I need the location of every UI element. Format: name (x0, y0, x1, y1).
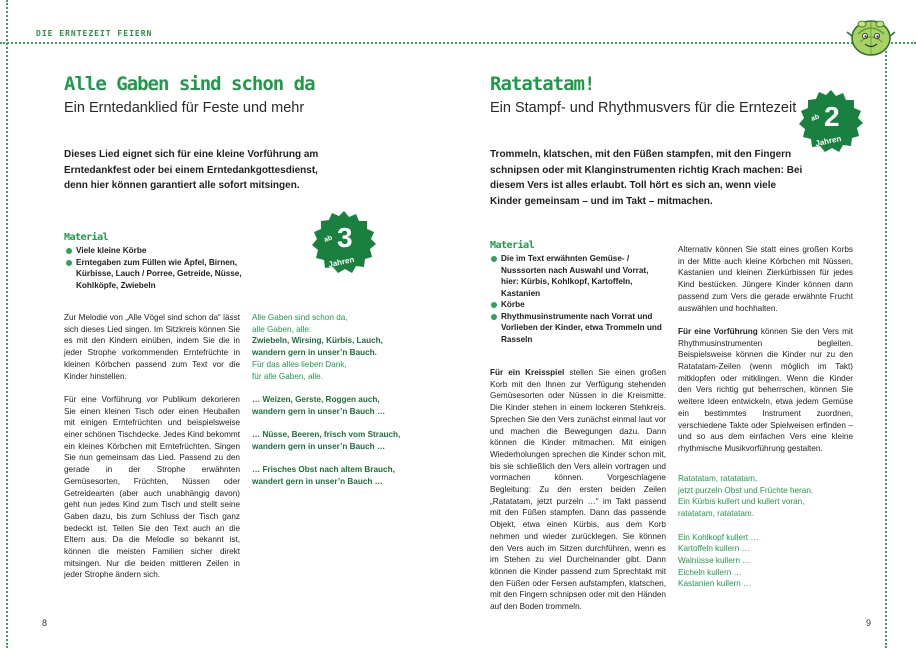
body-paragraph: stellen Sie einen großen Korb mit den Ihnen zur Verfügung stehenden Gemüsesorten oder Nüssen in die Kreismitte. Die Kinder stehen in einem lockeren Stehkreis. Sprechen Sie den Vers zunächst einmal laut vor und machen die Bewegungen dazu. Dann können die Kinder mitmachen. Mit einigen Wiederholungen sprechen die Kinder schon mit, bis sie schließlich den Vers allein vortragen und vormachen können. Vorgeschlagene Begleitung: Zu den ersten beiden Zeilen „Ratatatam, jetzt purzeln …“ im Takt passend mit den Füßen stampfen. Dann das passende Objekt, etwa einen Kürbis, aus dem Korb nehmen und wieder zurücklegen. Sie können den Vers auch im Sitzen durchführen, wenn es im Stehen zu viel Durcheinander gibt. Dann können die Kinder passend zum Sprechtakt mit den Füßen oder Fersen aufstampfen, klatschen, mit den Fingern schnipsen oder mit den Händen auf den Boden trommeln. (490, 368, 666, 612)
rhyme-line: Ein Kürbis kullert und kullert voran, (678, 497, 805, 507)
badge-number: 3 (337, 222, 353, 253)
right-lead-text: Trommeln, klatschen, mit den Füßen stampfen, mit den Fingern schnipsen oder mit Klanginstrumenten richtig Krach machen: Bei diesem Vers ist alles erlaubt. Toll hört es sich an, wenn viele Kinder gemeinsam – und im Takt – mitmachen. (490, 149, 803, 207)
body-paragraph: Alternativ können Sie statt eines großen Korbs in der Mitte auch kleine Körbchen mit Nüssen, Kastanien und kleinen Zierkürbissen für jedes Kind bestücken. Jüngere Kinder können dann passend zum Vers die gerade erwähnte Frucht auswählen und hochhalten. (678, 245, 853, 313)
lyric-refrain-line: wandern gern in unser’n Bauch … (252, 441, 386, 451)
rhyme-line: Walnüsse kullern … (678, 555, 751, 565)
lyric-line: Für das alles lieben Dank, (252, 359, 347, 369)
badge-unit: Jahren (327, 254, 356, 270)
lyric-line: für alle Gaben, alle. (252, 371, 324, 381)
right-body-col1 (490, 367, 666, 624)
rhyme-line: ratatatam, ratatatam. (678, 509, 754, 519)
age-badge-2-icon (798, 88, 864, 154)
lyric-refrain-line: Zwiebeln, Wirsing, Kürbis, Lauch, (252, 336, 383, 346)
left-page-number: 8 (42, 618, 48, 628)
lyric-refrain-line: wandern gern in unser’n Bauch. (252, 348, 377, 358)
badge-number: 2 (824, 101, 840, 132)
right-dotted-rule (885, 44, 887, 648)
left-dotted-rule (6, 0, 8, 648)
badge-prefix: ab (323, 234, 334, 244)
lyric-line: Alle Gaben sind schon da, (252, 313, 348, 322)
lyric-refrain-line: … Frisches Obst nach altem Brauch, (252, 465, 395, 475)
lyric-refrain-line: wandern gern in unser’n Bauch … (252, 406, 386, 416)
body-paragraph: können Sie den Vers mit Rhythmusinstrumenten begleiten. Beispielsweise können die Kinder nur zu den Ratatatam-Zeilen (wenn möglich im Takt) mitklopfen oder mitklingen. Wenn die Kinder den Vers richtig gut beherrschen, können Sie weitere Ideen entwickeln, etwa jedem Gemüse ein bestimmtes Instrument zuordnen, verschiedene Takte oder Spielweisen erfinden – und so aus dem einfachen Vers eine kleine rhythmische Musikvorführung gestalten. (678, 326, 853, 453)
body-paragraph: Für eine Vorführung vor Publikum dekorieren Sie einen kleinen Tisch oder einen Heuballen mit einigen Erntefrüchten und beispielsweise einer schönen Tischdecke. Jedes Kind bekommt ein kleines Körbchen mit Erntefrüchten. Singen Sie nun gemeinsam das Lied. Passend zu den gerade in der Strophe erwähnten Gemüsesorten, Früchten, Nüssen oder Getreidearten (aber auch unabhängig davon) geht nun jedes Kind zum Tisch und stellt seine Gaben dazu, bis zum Schluss der Tisch ganz bedeckt ist. Teilen Sie den Text auch an die Eltern aus. Da die Melodie so bekannt ist, können die meisten Familien sicher direkt mitsingen. Nur die beiden mittleren Zeilen in jeder Strophe ändern sich. (64, 394, 240, 580)
material-item: Viele kleine Körbe (66, 245, 248, 257)
body-bold-lead: Für eine Vorführung (678, 326, 758, 336)
right-material-heading: Material (490, 240, 535, 251)
right-body-col2 (678, 244, 853, 466)
left-material-heading: Material (64, 232, 109, 243)
rhyme-line: Kastanien kullern … (678, 579, 752, 589)
left-page-subtitle: Ein Erntedanklied für Feste und mehr (64, 100, 305, 116)
lyric-refrain-line: … Nüsse, Beeren, frisch vom Strauch, (252, 430, 401, 439)
material-item: Erntegaben zum Füllen wie Äpfel, Birnen, Kürbisse, Lauch / Porree, Getreide, Nüsse, Kohlköpfe, Zwiebeln (66, 257, 248, 292)
rhyme-line: jetzt purzeln Obst und Früchte heran. (678, 485, 814, 495)
right-material-list (491, 253, 663, 345)
left-body-text (64, 312, 240, 593)
cabbage-mascot-icon (846, 12, 896, 58)
material-item: Körbe (491, 299, 663, 311)
material-item: Rhythmusinstrumente nach Vorrat und Vorlieben der Kinder, etwa Trommeln und Rasseln (491, 311, 663, 346)
right-rhyme-verse (678, 473, 858, 602)
left-lead-text: Dieses Lied eignet sich für eine kleine Vorführung am Erntedankfest oder bei einem Erntedankgottesdienst, denn hier können garantiert alle sofort mitsingen. (64, 149, 319, 191)
left-material-list (66, 245, 248, 291)
right-page-title: Ratatatam! (490, 73, 595, 95)
left-page-title: Alle Gaben sind schon da (64, 73, 315, 95)
right-page-subtitle: Ein Stampf- und Rhythmusvers für die Erntezeit (490, 100, 797, 116)
age-badge-3-icon (311, 209, 377, 275)
section-label: DIE ERNTEZEIT FEIERN (36, 29, 153, 38)
rhyme-line: Eicheln kullern … (678, 567, 742, 577)
rhyme-line: Ein Kohlkopf kullert … (678, 532, 759, 542)
lyric-refrain-line: wandert gern in unser’n Bauch … (252, 476, 383, 486)
top-dotted-rule (0, 42, 916, 44)
left-song-lyrics (252, 312, 432, 499)
material-item: Die im Text erwähnten Gemüse- / Nusssorten nach Auswahl und Vorrat, hier: Kürbis, Kohlkopf, Kartoffeln, Kastanien (491, 253, 663, 299)
badge-unit: Jahren (814, 133, 843, 149)
rhyme-line: Ratatatam, ratatatam, (678, 474, 758, 483)
lyric-refrain-line: … Weizen, Gerste, Roggen auch, (252, 394, 380, 404)
rhyme-line: Kartoffeln kullern … (678, 544, 750, 554)
body-bold-lead: Für ein Kreisspiel (490, 368, 565, 377)
lyric-line: alle Gaben, alle: (252, 324, 312, 334)
badge-prefix: ab (810, 113, 821, 123)
right-page-number: 9 (866, 618, 872, 628)
body-paragraph: Zur Melodie von „Alle Vögel sind schon da“ lässt sich dieses Lied singen. Im Sitzkreis können Sie es mit den Kindern einüben, indem Sie die in jeder Strophe vorkommenden Erntefrüchte in kleinen Körbchen passend zum Text vor die Kinder hinstellen. (64, 313, 240, 381)
